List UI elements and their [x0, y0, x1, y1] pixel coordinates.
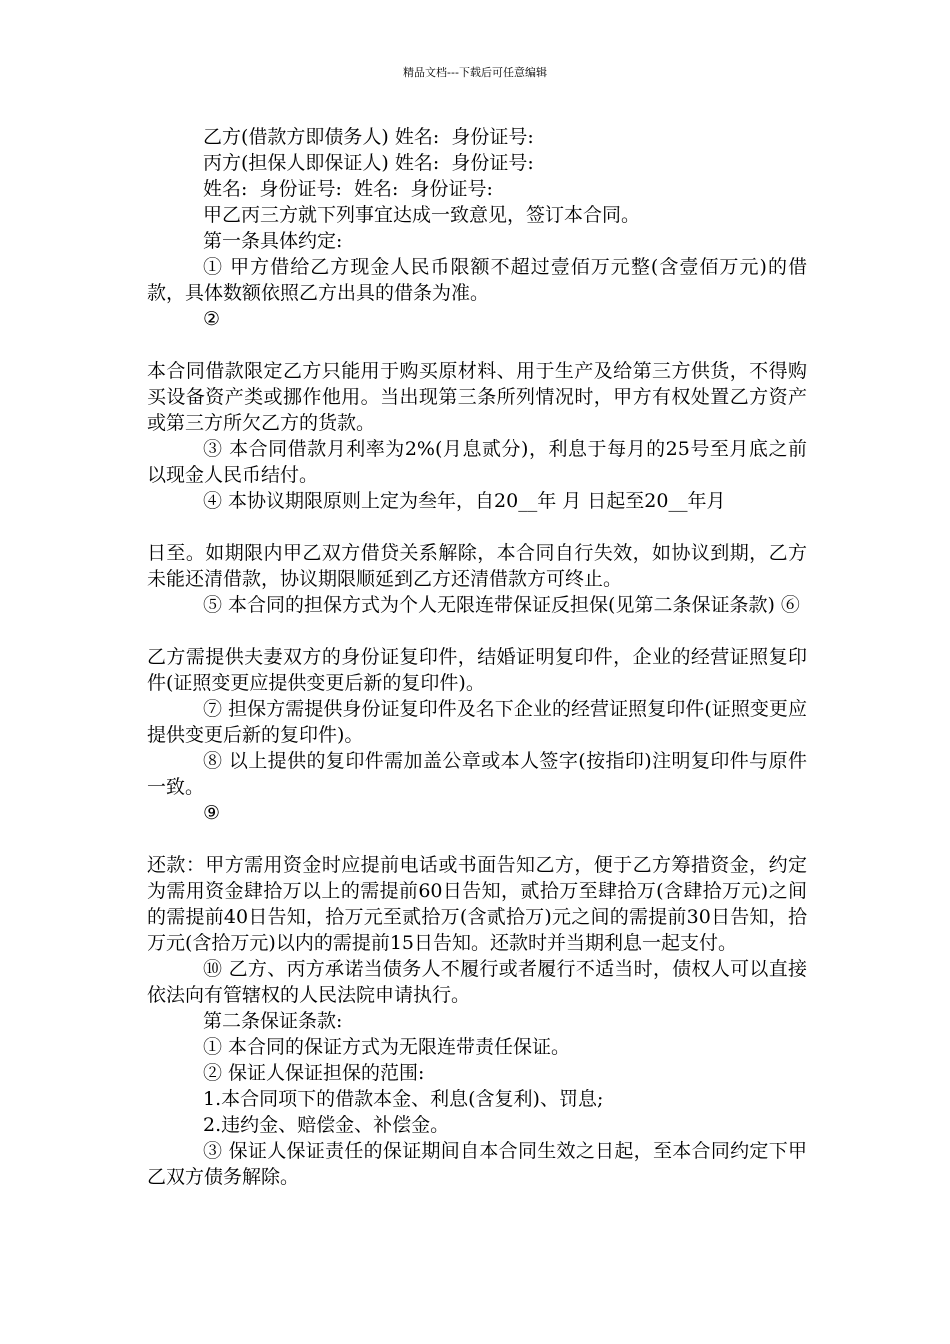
- article-2-item-3: ③ 保证人保证责任的保证期间自本合同生效之日起，至本合同约定下甲乙双方债务解除。: [147, 1140, 807, 1188]
- page-header: 精品文档---下载后可任意编辑: [403, 66, 547, 79]
- guarantor-line: 丙方(担保人即保证人) 姓名: 身份证号:: [203, 152, 534, 174]
- guarantee-scope-2: 2.违约金、赔偿金、补偿金。: [203, 1114, 450, 1136]
- article-1-item-5: ⑤ 本合同的担保方式为个人无限连带保证反担保(见第二条保证条款) ⑥: [203, 594, 800, 616]
- article-1-item-2-marker: ②: [203, 308, 221, 330]
- blank-gap: [147, 514, 807, 540]
- article-1-item-6-text: 乙方需提供夫妻双方的身份证复印件，结婚证明复印件，企业的经营证照复印件(证照变更应提供变更后新的复印件)。: [147, 646, 807, 694]
- article-2-item-1: ① 本合同的保证方式为无限连带责任保证。: [203, 1036, 571, 1058]
- blank-gap: [147, 826, 807, 852]
- article-1-item-10: ⑩ 乙方、丙方承诺当债务人不履行或者履行不适当时，债权人可以直接依法向有管辖权的人民法院申请执行。: [147, 958, 807, 1006]
- agreement-statement: 甲乙丙三方就下列事宜达成一致意见，签订本合同。: [203, 204, 641, 226]
- article-1-item-9-marker: ⑨: [203, 802, 221, 824]
- article-2-item-2: ② 保证人保证担保的范围:: [203, 1062, 425, 1084]
- article-1-item-8: ⑧ 以上提供的复印件需加盖公章或本人签字(按指印)注明复印件与原件一致。: [147, 750, 807, 798]
- article-1-title: 第一条具体约定:: [203, 230, 343, 252]
- article-1-item-2-text: 本合同借款限定乙方只能用于购买原材料、用于生产及给第三方供货，不得购买设备资产类或挪作他用。当出现第三条所列情况时，甲方有权处置乙方资产或第三方所欠乙方的货款。: [147, 360, 807, 434]
- blank-gap: [147, 332, 807, 358]
- article-1-item-9-text: 还款：甲方需用资金时应提前电话或书面告知乙方，便于乙方筹措资金，约定为需用资金肆拾万以上的需提前60日告知，贰拾万至肆拾万(含肆拾万元)之间的需提前40日告知，拾万元至贰拾万(含贰拾万)元之间的需提前30日告知，拾万元(含拾万元)以内的需提前15日告知。还款时并当期利息一起支付。: [147, 854, 807, 954]
- guarantee-scope-1: 1.本合同项下的借款本金、利息(含复利)、罚息;: [203, 1088, 604, 1110]
- blank-gap: [147, 618, 807, 644]
- additional-names-line: 姓名: 身份证号: 姓名: 身份证号:: [203, 178, 493, 200]
- article-2-title: 第二条保证条款:: [203, 1010, 343, 1032]
- article-1-item-3: ③ 本合同借款月利率为2%(月息贰分)，利息于每月的25号至月底之前以现金人民币结付。: [147, 438, 807, 486]
- article-1-item-1: ① 甲方借给乙方现金人民币限额不超过壹佰万元整(含壹佰万元)的借款，具体数额依照乙方出具的借条为准。: [147, 256, 807, 304]
- document-body: [147, 124, 807, 1190]
- article-1-item-4: ④ 本协议期限原则上定为叁年，自20__年 月 日起至20__年月: [203, 490, 726, 512]
- borrower-line: 乙方(借款方即债务人) 姓名: 身份证号:: [203, 126, 534, 148]
- article-1-item-4-continuation: 日至。如期限内甲乙双方借贷关系解除，本合同自行失效，如协议到期，乙方未能还清借款，协议期限顺延到乙方还清借款方可终止。: [147, 542, 807, 590]
- article-1-item-7: ⑦ 担保方需提供身份证复印件及名下企业的经营证照复印件(证照变更应提供变更后新的复印件)。: [147, 698, 807, 746]
